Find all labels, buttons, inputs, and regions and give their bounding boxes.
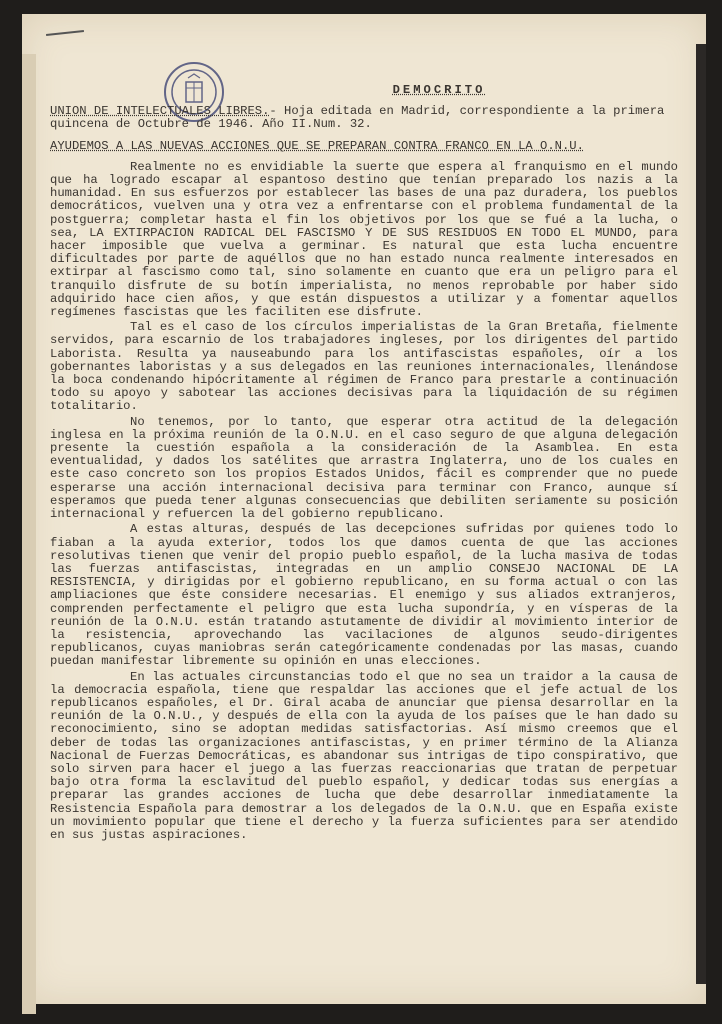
document-title: DEMOCRITO — [392, 83, 486, 97]
paragraph: En las actuales circunstancias todo el que no sea un traidor a la causa de la democracia española, tiene que respaldar las acciones que el jefe actual de los republicanos españoles, el Dr. Giral acaba de anunciar que piensa desarrollar en la reunión de la O.N.U., y después de ella con la ayuda de los países que le han dado su reconocimiento, sino se adoptan medidas satisfactorias. Así mismo creemos que el deber de todas las organizaciones antifascistas, y en primer término de la Alianza Nacional de Fuerzas Democráticas, es abandonar sus intrigas de tipo conspirativo, que solo sirven para hacer el juego a las fuerzas reaccionarias que tratan de perpetuar bajo otra forma la esclavitud del pueblo español, y dedicar todas sus energías a preparar las grandes acciones de lucha que debe desarrollar inmediatamente la Resistencia Española para demostrar a los delegados de la O.N.U. que en España existe un movimiento popular que tiene el derecho y la fuerza suficientes para ser atendido en sus justas aspiraciones. — [50, 669, 678, 842]
pencil-mark — [46, 30, 84, 36]
paragraph: Realmente no es envidiable la suerte que espera al franquismo en el mundo que ha logrado escapar al espantoso destino que tenían preparado los nazis a la humanidad. En sus esfuerzos por establecer las bases de una paz duradera, los pueblos democráticos, vuelven una y otra vez a enfrentarse con el problema fundamental de la postguerra; completar hasta el fin los objetivos por los que se fué a la lucha, o sea, LA EXTIRPACION RADICAL DEL FASCISMO Y DE SUS RESIDUOS EN TODO EL MUNDO, para hacer imposible que vuelva a germinar. Es natural que esta lucha encuentre dificultades por parte de aquéllos que no han estado nunca realmente interesados en extirpar al fascismo como tal, sino solamente en cuanto que era un peligro para el tranquilo disfrute de su botín imperialista, no menos reprobable por haber sido adquirido hace cien años, y que están dispuestos a utilizar y a fomentar aquellos regímenes fascistas que les faciliten ese disfrute. — [50, 159, 678, 320]
article-headline: AYUDEMOS A LAS NUEVAS ACCIONES QUE SE PREPARAN CONTRA FRANCO EN LA O.N.U. — [50, 138, 584, 153]
document-body — [50, 84, 678, 844]
masthead-details: - Hoja editada en Madrid, correspondiente a la primera quincena de Octubre de 1946. Año II.Num. 32. — [50, 104, 665, 132]
masthead-organization: UNION DE INTELECTUALES LIBRES. — [50, 104, 270, 119]
document-page — [22, 14, 706, 1004]
paragraph: Tal es el caso de los círculos imperialistas de la Gran Bretaña, fielmente servidos, para escarnio de los trabajadores ingleses, por los dirigentes del partido Laborista. Resulta ya nauseabundo para los antifascistas españoles, oír a los gobernantes laboristas y a sus delegados en las reuniones internacionales, llenándose la boca condenando hipócritamente al régimen de Franco para prestarle a continuación todo su apoyo y sabotear las acciones decisivas para la liquidación de su régimen totalitario. — [50, 320, 678, 414]
paragraph: No tenemos, por lo tanto, que esperar otra actitud de la delegación inglesa en la próxima reunión de la O.N.U. en el caso seguro de que alguna delegación presente la cuestión española a la consideración de la Asamblea. En esta eventualidad, y dados los satélites que arrastra Inglaterra, uno de los cuales en este caso concreto son los propios Estados Unidos, fácil es comprender que no puede esperarse una acción internacional decisiva para terminar con Franco, aunque sí esperamos que pueda tener algunas consecuencias que debiliten seriamente su posición internacional y refuercen la del gobierno republicano. — [50, 414, 678, 522]
masthead — [50, 105, 678, 131]
page-edge-right — [696, 44, 706, 984]
paragraph: A estas alturas, después de las decepciones sufridas por quienes todo lo fiaban a la ayuda exterior, todos los que damos cuenta de que las acciones resolutivas tienen que venir del propio pueblo español, de la lucha masiva de todas las fuerzas antifascistas, integradas en un amplio CONSEJO NACIONAL DE LA RESISTENCIA, y dirigidas por el gobierno republicano, en su forma actual o con las ampliaciones que éste considere necesarias. El enemigo y sus aliados extranjeros, comprenden perfectamente el peligro que esta lucha supondría, y en vísperas de la reunión de la O.N.U. están tratando astutamente de dividir al movimiento interior de la resistencia, aprovechando las vacilaciones de algunos seudo-dirigentes republicanos, cuyas maniobras serán categóricamente condenadas por las masas, cuando puedan manifestar libremente su opinión en unas elecciones. — [50, 522, 678, 669]
page-edge-left — [22, 54, 36, 1014]
